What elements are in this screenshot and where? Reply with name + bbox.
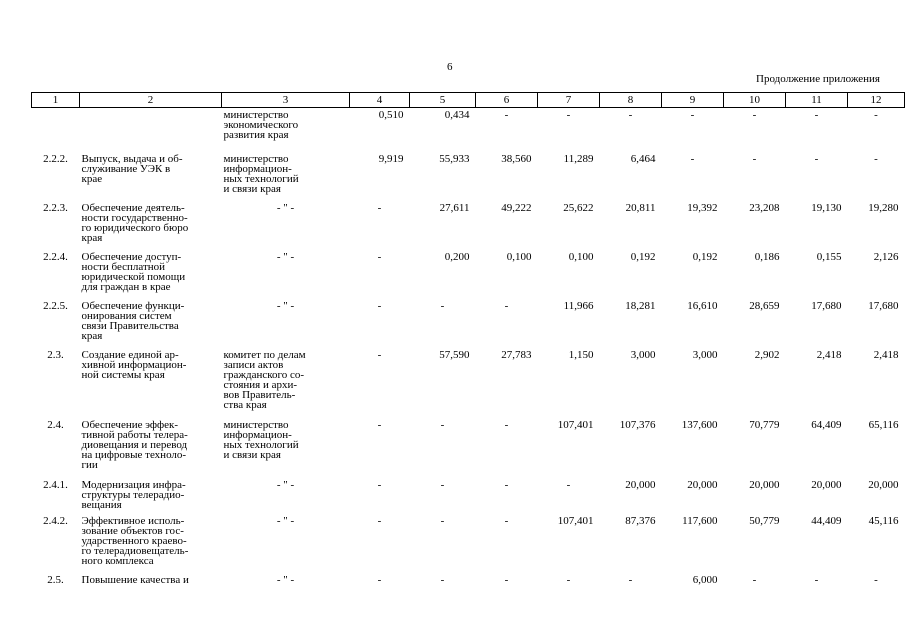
row-value: - <box>377 250 382 263</box>
row-value: 17,680 <box>811 299 842 312</box>
table-row <box>32 152 905 201</box>
row-value: 0,186 <box>754 250 780 263</box>
row-value: 107,401 <box>557 418 594 431</box>
row-value: 117,600 <box>682 514 718 527</box>
row-value: 16,610 <box>687 299 718 312</box>
row-value: - <box>814 109 819 121</box>
row-value: 17,680 <box>868 299 899 312</box>
header-cell: 11 <box>786 93 848 108</box>
row-code: 2.2.2. <box>43 152 68 165</box>
row-value: 0,434 <box>444 109 470 121</box>
row-value: 87,376 <box>625 514 656 527</box>
header-cell: 1 <box>32 93 80 108</box>
appendix-table <box>31 92 905 593</box>
table-row <box>32 108 905 152</box>
row-value: 20,000 <box>687 478 718 491</box>
table-row <box>32 299 905 348</box>
row-value: - <box>377 201 382 214</box>
row-responsible: - " - <box>276 299 295 312</box>
row-value: 44,409 <box>811 514 842 527</box>
row-value: 1,150 <box>568 348 594 361</box>
row-value: 2,418 <box>873 348 899 361</box>
row-value: - <box>440 299 445 312</box>
row-name: Создание единой ар- хивной информацион- ной системы края <box>81 348 187 381</box>
row-value: 20,000 <box>868 478 899 491</box>
row-value: 107,376 <box>619 418 656 431</box>
row-value: - <box>504 514 509 527</box>
row-name <box>80 108 222 152</box>
row-value: - <box>814 152 819 165</box>
row-value: 20,811 <box>625 201 656 214</box>
row-value: 2,418 <box>816 348 842 361</box>
row-value: - <box>752 573 757 586</box>
row-value: - <box>377 418 382 431</box>
header-row <box>32 93 905 108</box>
row-value: 27,611 <box>439 201 470 214</box>
row-value: 137,600 <box>681 418 718 431</box>
header-cell: 10 <box>724 93 786 108</box>
row-value: 6,000 <box>692 573 718 586</box>
row-value: - <box>566 478 571 491</box>
row-value: 38,560 <box>501 152 532 165</box>
row-code: 2.3. <box>47 348 64 361</box>
row-value: 0,510 <box>378 109 404 121</box>
header-cell: 9 <box>662 93 724 108</box>
table-row <box>32 514 905 573</box>
row-value: 45,116 <box>868 514 899 527</box>
row-value: - <box>628 109 633 121</box>
row-value: 3,000 <box>692 348 718 361</box>
row-value: 11,966 <box>563 299 594 312</box>
table-row <box>32 478 905 514</box>
row-value: - <box>377 299 382 312</box>
row-value: - <box>504 478 509 491</box>
row-value: - <box>690 109 695 121</box>
row-value: 19,280 <box>868 201 899 214</box>
row-value: 65,116 <box>868 418 899 431</box>
header-cell: 2 <box>80 93 222 108</box>
row-value: 55,933 <box>439 152 470 165</box>
row-value: 64,409 <box>811 418 842 431</box>
row-value: - <box>504 573 509 586</box>
row-value: - <box>752 109 757 121</box>
row-value: - <box>504 299 509 312</box>
row-responsible: министерство экономического развития края <box>223 109 299 141</box>
header-cell: 12 <box>848 93 905 108</box>
row-name: Модернизация инфра- структуры телерадио- вещания <box>81 478 186 511</box>
row-name: Обеспечение доступ- ности бесплатной юридической помощи для граждан в крае <box>81 250 186 293</box>
row-responsible: - " - <box>276 514 295 527</box>
row-code: 2.2.5. <box>43 299 68 312</box>
row-name: Эффективное исполь- зование объектов гос- ударственного краево- го телерадиовещатель- ного комплекса <box>81 514 189 567</box>
header-cell: 3 <box>222 93 350 108</box>
row-code: 2.4. <box>47 418 64 431</box>
table-row <box>32 418 905 478</box>
row-value: - <box>814 573 819 586</box>
row-value: 70,779 <box>749 418 780 431</box>
row-value: 6,464 <box>630 152 656 165</box>
row-value: 20,000 <box>749 478 780 491</box>
row-value: - <box>377 514 382 527</box>
row-value: - <box>440 478 445 491</box>
table-row <box>32 573 905 593</box>
row-value: 2,902 <box>754 348 780 361</box>
row-value: 0,192 <box>630 250 656 263</box>
row-value: 0,155 <box>816 250 842 263</box>
row-value: - <box>752 152 757 165</box>
row-name: Обеспечение функци- онирования систем связи Правительства края <box>81 299 185 342</box>
row-value: 3,000 <box>630 348 656 361</box>
row-value: - <box>874 152 878 165</box>
table-row <box>32 201 905 250</box>
row-code: 2.4.1. <box>43 478 68 491</box>
table-row <box>32 348 905 418</box>
header-cell: 8 <box>600 93 662 108</box>
row-value: 57,590 <box>439 348 470 361</box>
row-value: 9,919 <box>378 152 404 165</box>
row-responsible: - " - <box>276 250 295 263</box>
row-value: 0,100 <box>568 250 594 263</box>
row-value: 2,126 <box>873 250 899 263</box>
header-cell: 7 <box>538 93 600 108</box>
row-value: 50,779 <box>749 514 780 527</box>
row-value: 25,622 <box>563 201 594 214</box>
row-value: - <box>690 152 695 165</box>
row-value: - <box>566 109 571 121</box>
row-value: - <box>504 109 509 121</box>
row-name: Обеспечение деятель- ности государственно- го юридического бюро края <box>81 201 189 244</box>
row-code: 2.5. <box>47 573 64 586</box>
row-value: 20,000 <box>811 478 842 491</box>
page-number: 6 <box>447 61 453 73</box>
row-value: 0,100 <box>506 250 532 263</box>
row-value: - <box>377 478 382 491</box>
row-value: 19,130 <box>811 201 842 214</box>
row-value: 0,200 <box>444 250 470 263</box>
row-name: Выпуск, выдача и об- служивание УЭК в крае <box>81 152 183 185</box>
header-cell: 6 <box>476 93 538 108</box>
row-responsible: - " - <box>276 478 295 491</box>
row-value: - <box>440 418 445 431</box>
row-value: 107,401 <box>557 514 594 527</box>
row-value: 11,289 <box>563 152 594 165</box>
row-code: 2.2.3. <box>43 201 68 214</box>
row-value: 19,392 <box>687 201 718 214</box>
row-value: - <box>566 573 571 586</box>
row-value: - <box>504 418 509 431</box>
row-responsible: министерство информацион- ных технологий и связи края <box>223 152 299 195</box>
row-value: 49,222 <box>501 201 532 214</box>
row-value: - <box>377 348 382 361</box>
row-code: 2.4.2. <box>43 514 68 527</box>
row-value: 23,208 <box>749 201 780 214</box>
row-code <box>32 108 80 152</box>
row-value: - <box>628 573 633 586</box>
row-name: Обеспечение эффек- тивной работы телера- диовещания и перевод на цифровые техноло- гии <box>81 418 188 471</box>
continuation-label: Продолжение приложения <box>756 73 880 85</box>
row-value: 28,659 <box>749 299 780 312</box>
row-name: Повышение качества и <box>81 573 189 586</box>
row-value: - <box>440 514 445 527</box>
header-cell: 4 <box>350 93 410 108</box>
row-code: 2.2.4. <box>43 250 68 263</box>
header-cell: 5 <box>410 93 476 108</box>
row-responsible: - " - <box>276 573 295 586</box>
row-value: - <box>874 109 878 121</box>
row-value: 27,783 <box>501 348 532 361</box>
row-value: - <box>377 573 382 586</box>
row-value: 20,000 <box>625 478 656 491</box>
row-value: 0,192 <box>692 250 718 263</box>
row-value: - <box>440 573 445 586</box>
row-responsible: министерство информацион- ных технологий и связи края <box>223 418 299 461</box>
row-value: 18,281 <box>625 299 656 312</box>
row-value: - <box>874 573 878 586</box>
row-responsible: - " - <box>276 201 295 214</box>
table-row <box>32 250 905 299</box>
row-responsible: комитет по делам записи актов гражданского со- стояния и архи- вов Правитель- ства края <box>223 348 306 411</box>
